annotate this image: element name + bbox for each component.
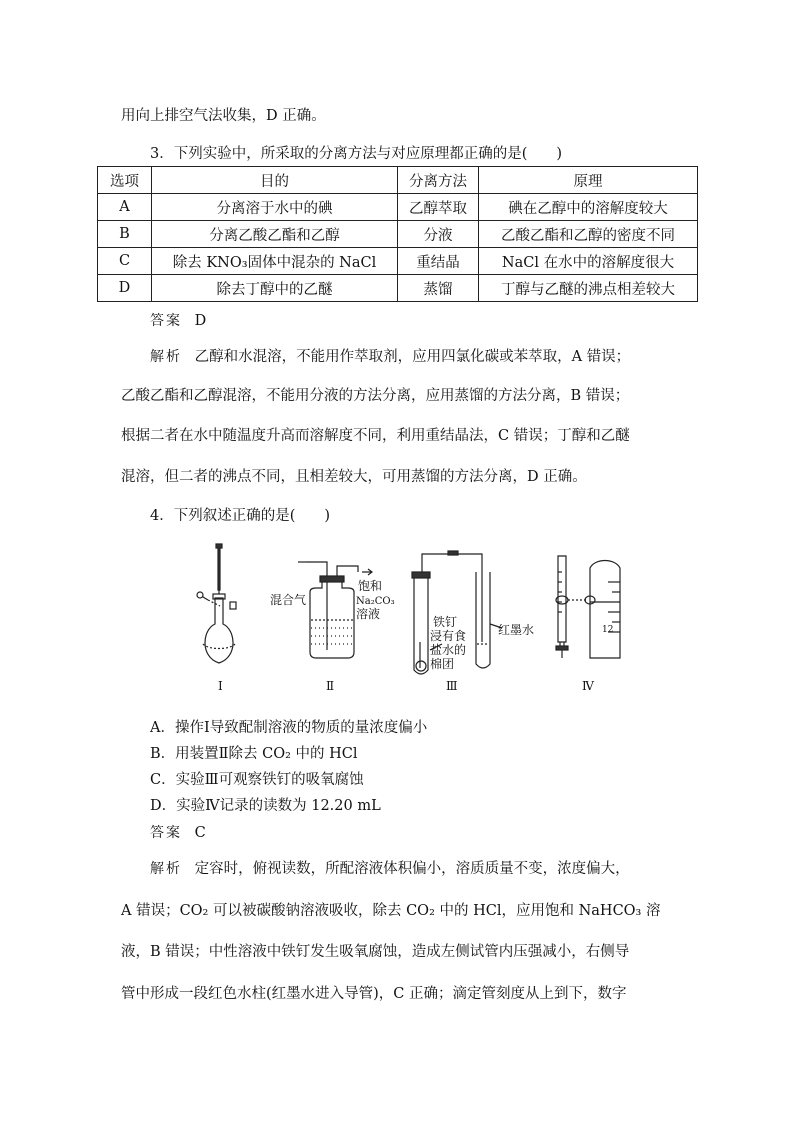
- question-4-option-a: A．操作Ⅰ导致配制溶液的物质的量浓度偏小: [150, 720, 428, 736]
- solution-label-3: 溶液: [356, 607, 381, 621]
- question-4-answer: [150, 822, 206, 842]
- cell: A: [98, 194, 152, 221]
- question-4-stem: 4．下列叙述正确的是( ): [150, 508, 331, 524]
- cell: 丁醇与乙醚的沸点相差较大: [479, 275, 698, 302]
- cell: 除去 KNO₃固体中混杂的 NaCl: [152, 248, 398, 275]
- cell: 碘在乙醇中的溶解度较大: [479, 194, 698, 221]
- apparatus-svg: [190, 532, 650, 702]
- gas-label: 混合气: [270, 593, 307, 607]
- burette-icon: [556, 556, 620, 658]
- nail-label-2: 浸有食: [430, 629, 467, 643]
- question-4-option-c: C．实验Ⅲ可观察铁钉的吸氧腐蚀: [150, 772, 364, 788]
- question-3-analysis-line: 混溶，但二者的沸点不同，且相差较大，可用蒸馏的方法分离，D 正确。: [121, 469, 587, 485]
- cell: 分离乙酸乙酯和乙醇: [152, 221, 398, 248]
- header-method: 分离方法: [398, 167, 479, 194]
- header-principle: 原理: [479, 167, 698, 194]
- nail-label-4: 棉团: [430, 657, 455, 671]
- cell: NaCl 在水中的溶解度很大: [479, 248, 698, 275]
- scale-label: 12: [602, 625, 614, 635]
- analysis-text: 定容时，俯视读数，所配溶液体积偏小，溶质质量不变，浓度偏大，: [194, 861, 630, 877]
- question-3-analysis-line: 根据二者在水中随温度升高而溶解度不同，利用重结晶法，C 错误；丁醇和乙醚: [121, 428, 630, 444]
- answer-value: C: [194, 825, 206, 841]
- nail-label-3: 盐水的: [430, 643, 467, 657]
- cell: 蒸馏: [398, 275, 479, 302]
- question-3-answer: [150, 310, 206, 330]
- cell: 分离溶于水中的碘: [152, 194, 398, 221]
- ink-label: 红墨水: [498, 623, 535, 637]
- cell: 除去丁醇中的乙醚: [152, 275, 398, 302]
- table-header-row: [98, 167, 698, 194]
- question-3-analysis-line: [150, 345, 630, 366]
- question-4-option-d: D．实验Ⅳ记录的读数为 12.20 mL: [150, 798, 381, 814]
- question-3-stem: 3．下列实验中，所采取的分离方法与对应原理都正确的是( ): [150, 146, 563, 162]
- analysis-label: 解析: [150, 349, 182, 365]
- cell: C: [98, 248, 152, 275]
- cell: 乙醇萃取: [398, 194, 479, 221]
- answer-label: 答案: [150, 313, 182, 329]
- analysis-label: 解析: [150, 861, 182, 877]
- solution-label-1: 饱和: [358, 579, 383, 593]
- figure-label-ii: Ⅱ: [326, 679, 335, 693]
- table-row: [98, 248, 698, 275]
- answer-label: 答案: [150, 825, 182, 841]
- question-4-option-b: B．用装置Ⅱ除去 CO₂ 中的 HCl: [150, 746, 358, 762]
- question-4-analysis-line: 管中形成一段红色水柱(红墨水进入导管)，C 正确；滴定管刻度从上到下，数字: [121, 986, 627, 1002]
- cell: 乙酸乙酯和乙醇的密度不同: [479, 221, 698, 248]
- question-3-analysis-line: 乙酸乙酯和乙醇混溶，不能用分液的方法分离，应用蒸馏的方法分离，B 错误；: [121, 388, 630, 404]
- solution-label-2: Na₂CO₃: [356, 596, 395, 607]
- apparatus-figure: [190, 532, 650, 702]
- paragraph-continuation: 用向上排空气法收集，D 正确。: [121, 108, 326, 124]
- cell: D: [98, 275, 152, 302]
- cell: 分液: [398, 221, 479, 248]
- table-row: [98, 221, 698, 248]
- table-row: [98, 275, 698, 302]
- analysis-text: 乙醇和水混溶，不能用作萃取剂，应用四氯化碳或苯萃取，A 错误；: [194, 349, 631, 365]
- nail-label-1: 铁钉: [433, 615, 458, 629]
- header-option: 选项: [98, 167, 152, 194]
- question-3-table: [97, 166, 698, 302]
- figure-label-iii: Ⅲ: [446, 679, 458, 693]
- header-purpose: 目的: [152, 167, 398, 194]
- figure-label-i: Ⅰ: [218, 679, 223, 693]
- question-4-analysis-line: A 错误；CO₂ 可以被碳酸钠溶液吸收，除去 CO₂ 中的 HCl，应用饱和 NaHCO₃ 溶: [121, 903, 661, 919]
- table-row: [98, 194, 698, 221]
- question-4-analysis-line: [150, 857, 630, 878]
- figure-label-iv: Ⅳ: [582, 679, 594, 693]
- question-4-analysis-line: 液，B 错误；中性溶液中铁钉发生吸氧腐蚀，造成左侧试管内压强减小，右侧导: [121, 944, 630, 960]
- answer-value: D: [194, 313, 207, 329]
- volumetric-flask-icon: [197, 544, 236, 663]
- cell: 重结晶: [398, 248, 479, 275]
- cell: B: [98, 221, 152, 248]
